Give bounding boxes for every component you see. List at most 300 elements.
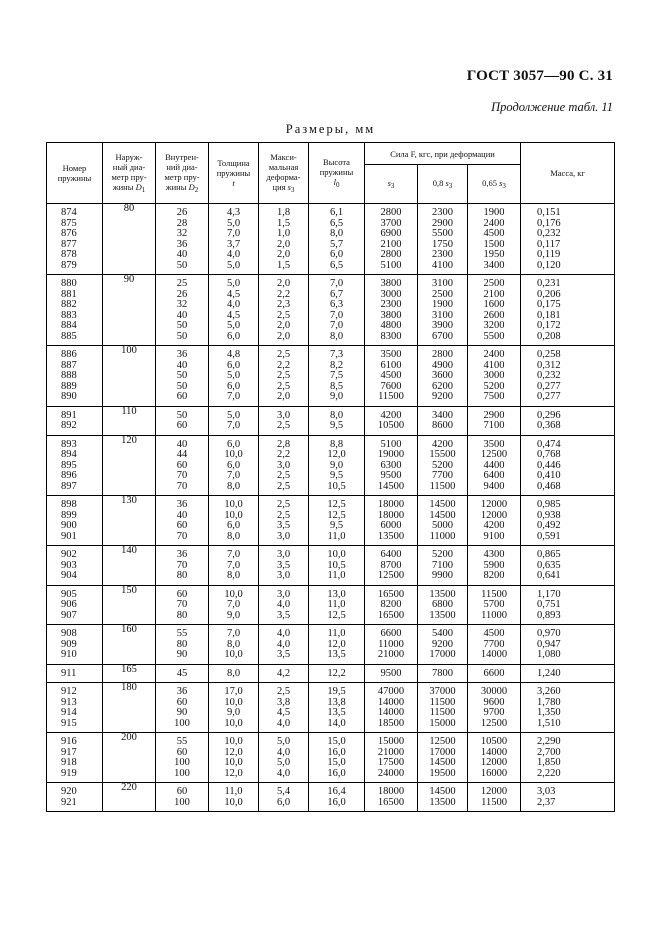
table-cell: 9500	[380, 667, 402, 679]
table-cell: 0,117	[537, 238, 561, 250]
table-cell: 16500	[377, 796, 405, 808]
table-cell: 10,5	[327, 480, 346, 492]
table-cell: 10,0	[224, 649, 243, 660]
table-cell: 6,0	[226, 330, 241, 342]
table-cell: 0,232	[537, 370, 561, 381]
table-cell: 916	[61, 736, 77, 747]
table-cell: 9,0	[226, 707, 241, 718]
table-cell: 1,8	[276, 207, 291, 218]
col-force-065s3	[468, 406, 521, 435]
col-inner-diameter-header: Внутрен- ний диа- метр пру- жины $D_2$	[156, 143, 209, 204]
col-outer-diameter	[103, 346, 156, 407]
outer-diameter-value: 165	[121, 663, 137, 675]
col-outer-diameter-header: Наруж- ный диа- метр пру- жины $D_1$	[103, 143, 156, 204]
col-outer-diameter	[103, 435, 156, 496]
table-cell: 21000	[377, 746, 405, 758]
table-caption: Размеры, мм	[285, 122, 376, 136]
col-force-065-header: 0,65 $s_3$	[468, 165, 521, 204]
table-cell: 2400	[483, 349, 505, 360]
col-inner-diameter	[156, 625, 209, 665]
col-height	[309, 683, 365, 733]
outer-diameter-value: 80	[123, 203, 135, 214]
table-cell: 10500	[480, 736, 508, 747]
table-cell: 908	[61, 628, 77, 639]
table-cell: 14,0	[327, 717, 346, 729]
table-cell: 902	[61, 549, 77, 560]
table-cell: 8,0	[226, 638, 241, 650]
table-cell: 2,0	[276, 249, 291, 260]
table-cell: 0,176	[537, 217, 561, 229]
table-cell: 4,0	[276, 767, 291, 779]
table-cell: 6,5	[329, 217, 344, 229]
table-cell: 30000	[480, 686, 508, 697]
table-cell: 17000	[429, 649, 456, 660]
table-cell: 874	[61, 207, 77, 218]
table-cell: 886	[61, 349, 77, 360]
col-mass	[521, 585, 615, 625]
table-cell: 0,231	[537, 278, 561, 289]
table-cell: 36	[176, 349, 188, 360]
table-cell: 4800	[380, 320, 402, 331]
table-cell: 2,5	[276, 349, 291, 360]
col-thickness	[209, 496, 259, 546]
table-cell: 897	[61, 480, 77, 492]
table-cell: 5100	[380, 259, 402, 271]
table-cell: 2300	[432, 249, 453, 260]
col-thickness	[209, 346, 259, 407]
table-cell: 25	[176, 278, 188, 289]
col-inner-diameter	[156, 683, 209, 733]
table-cell: 0,641	[537, 570, 561, 581]
table-cell: 0,492	[537, 520, 561, 531]
col-thickness	[209, 664, 259, 683]
table-cell: 911	[61, 667, 77, 679]
col-thickness	[209, 625, 259, 665]
table-cell: 4100	[432, 259, 453, 271]
table-row-group	[47, 733, 615, 783]
table-cell: 9,5	[329, 420, 344, 431]
table-cell: 18000	[377, 499, 405, 510]
table-cell: 880	[61, 278, 77, 289]
col-spring-number	[47, 435, 103, 496]
col-outer-diameter	[103, 406, 156, 435]
table-cell: 11000	[481, 609, 507, 621]
table-cell: 60	[176, 459, 188, 471]
table-cell: 5,0	[226, 370, 241, 381]
outer-diameter-value: 180	[121, 682, 137, 693]
col-height	[309, 406, 365, 435]
table-cell: 11000	[429, 530, 456, 542]
table-cell: 2,0	[276, 238, 291, 250]
col-force-065s3	[468, 625, 521, 665]
table-cell: 50	[176, 409, 188, 421]
table-cell: 7,0	[226, 549, 241, 560]
table-cell: 0,277	[537, 380, 561, 392]
table-cell: 12000	[480, 509, 508, 521]
col-outer-diameter	[103, 275, 156, 346]
springs-table-body	[47, 204, 615, 812]
col-force-s3	[365, 733, 418, 783]
col-force-08s3	[418, 346, 468, 407]
table-cell: 6400	[483, 470, 505, 481]
table-cell: 2900	[432, 217, 453, 229]
table-cell: 4200	[483, 520, 505, 531]
table-cell: 921	[61, 796, 77, 808]
table-cell: 3,0	[276, 549, 291, 560]
col-height	[309, 585, 365, 625]
page-header: ГОСТ 3057—90 С. 31	[466, 68, 613, 84]
table-cell: 7600	[380, 380, 402, 392]
table-cell: 4400	[483, 459, 505, 471]
table-cell: 1750	[432, 238, 453, 250]
table-cell: 80	[176, 609, 188, 621]
table-cell: 4200	[432, 438, 453, 450]
table-cell: 9400	[483, 480, 505, 492]
table-cell: 32	[176, 299, 188, 310]
table-cell: 0,296	[537, 409, 561, 421]
col-force-065s3	[468, 585, 521, 625]
table-cell: 9200	[432, 391, 453, 402]
table-cell: 6800	[432, 599, 453, 610]
table-cell: 5,0	[226, 409, 241, 421]
table-cell: 11,0	[327, 530, 346, 542]
outer-diameter-value: 110	[121, 405, 137, 417]
table-cell: 7,3	[329, 349, 344, 360]
table-cell: 100	[174, 767, 190, 779]
table-cell: 1,510	[537, 717, 561, 729]
table-cell: 1,080	[537, 649, 561, 660]
table-cell: 8600	[432, 420, 453, 431]
table-cell: 14500	[429, 509, 456, 521]
table-cell: 8,0	[226, 570, 241, 581]
table-cell: 1950	[483, 249, 505, 260]
table-cell: 10,0	[224, 717, 243, 729]
table-cell: 2,5	[276, 480, 291, 492]
col-force-s3	[365, 664, 418, 683]
table-cell: 3700	[380, 217, 402, 229]
table-cell: 12500	[480, 717, 508, 729]
table-cell: 2800	[380, 207, 402, 218]
table-cell: 4,0	[276, 638, 291, 650]
table-cell: 0,865	[537, 549, 561, 560]
table-cell: 70	[176, 470, 188, 481]
table-cell: 2,2	[276, 288, 291, 300]
table-cell: 8,0	[329, 330, 344, 342]
table-cell: 2,37	[537, 796, 556, 808]
table-cell: 12,2	[327, 667, 346, 679]
table-cell: 5,0	[226, 217, 241, 229]
table-cell: 2,5	[276, 380, 291, 392]
table-cell: 8,5	[329, 380, 344, 392]
table-cell: 16000	[480, 767, 508, 779]
table-cell: 0,893	[537, 609, 561, 621]
table-cell: 2,5	[276, 470, 291, 481]
table-cell: 5,0	[226, 278, 241, 289]
table-cell: 12500	[377, 570, 405, 581]
outer-diameter-value: 160	[121, 624, 137, 635]
table-cell: 906	[61, 599, 77, 610]
table-cell: 10,0	[224, 509, 243, 521]
table-cell: 914	[61, 707, 77, 718]
col-spring-number	[47, 664, 103, 683]
table-cell: 100	[174, 717, 190, 729]
table-cell: 32	[176, 228, 188, 239]
col-mass	[521, 625, 615, 665]
table-cell: 884	[61, 320, 77, 331]
table-cell: 4,0	[226, 299, 241, 310]
table-cell: 12000	[480, 757, 508, 768]
table-cell: 882	[61, 299, 77, 310]
table-cell: 5,4	[276, 786, 291, 797]
table-cell: 2,3	[276, 299, 291, 310]
table-cell: 10,5	[327, 559, 346, 571]
table-cell: 13500	[429, 609, 456, 621]
table-cell: 11,0	[327, 570, 346, 581]
table-cell: 1500	[483, 238, 505, 250]
table-cell: 7,0	[226, 628, 241, 639]
col-outer-diameter	[103, 204, 156, 275]
table-cell: 2,0	[276, 320, 291, 331]
table-continuation-note: Продолжение табл. 11	[491, 100, 613, 114]
col-max-deformation	[259, 275, 309, 346]
col-thickness-header: Толщина пружины t	[209, 143, 259, 204]
table-cell: 15,0	[327, 736, 346, 747]
table-cell: 3,0	[276, 409, 291, 421]
table-cell: 6,0	[226, 359, 241, 371]
table-cell: 878	[61, 249, 77, 260]
table-cell: 2,5	[276, 420, 291, 431]
table-cell: 9,0	[226, 609, 241, 621]
table-cell: 8,0	[329, 409, 344, 421]
table-cell: 2800	[380, 249, 402, 260]
table-cell: 55	[176, 628, 188, 639]
table-cell: 6600	[483, 667, 505, 679]
table-cell: 0,181	[537, 309, 561, 321]
table-cell: 4200	[380, 409, 402, 421]
table-cell: 16500	[377, 609, 405, 621]
table-cell: 9600	[483, 696, 505, 708]
col-max-deformation	[259, 546, 309, 586]
table-cell: 47000	[377, 686, 405, 697]
col-max-deformation	[259, 783, 309, 812]
table-cell: 12,0	[327, 449, 346, 460]
table-cell: 890	[61, 391, 77, 402]
col-force-s3	[365, 406, 418, 435]
table-cell: 6,0	[226, 520, 241, 531]
table-cell: 2300	[432, 207, 453, 218]
col-mass-header: Масса, кг	[521, 143, 615, 204]
table-cell: 8,0	[226, 530, 241, 542]
table-cell: 13,8	[327, 696, 346, 708]
table-cell: 16,0	[327, 796, 346, 808]
outer-diameter-value: 130	[121, 495, 137, 506]
table-cell: 5,7	[329, 238, 344, 250]
table-cell: 5500	[483, 330, 505, 342]
col-force-065s3	[468, 346, 521, 407]
col-max-deformation	[259, 435, 309, 496]
col-force-08s3	[418, 683, 468, 733]
table-cell: 3500	[380, 349, 402, 360]
table-cell: 11500	[481, 796, 507, 808]
table-cell: 40	[176, 359, 188, 371]
table-cell: 3200	[483, 320, 505, 331]
col-inner-diameter	[156, 406, 209, 435]
table-cell: 7,0	[226, 470, 241, 481]
col-mass	[521, 406, 615, 435]
table-cell: 6600	[380, 628, 402, 639]
table-cell: 60	[176, 588, 188, 600]
col-force-s3	[365, 346, 418, 407]
col-force-065s3	[468, 783, 521, 812]
col-inner-diameter	[156, 733, 209, 783]
table-cell: 9,5	[329, 470, 344, 481]
table-cell: 4,0	[276, 599, 291, 610]
col-force-s3	[365, 204, 418, 275]
col-force-s3	[365, 496, 418, 546]
table-cell: 44	[176, 449, 188, 460]
table-cell: 13500	[429, 588, 456, 600]
table-cell: 3500	[483, 438, 505, 450]
col-force-s3	[365, 546, 418, 586]
table-cell: 3900	[432, 320, 453, 331]
col-max-deformation	[259, 733, 309, 783]
table-cell: 0,277	[537, 391, 561, 402]
col-number-header: Номер пружины	[47, 143, 103, 204]
col-force-group-header: Сила F, кгс, при деформации	[365, 143, 521, 165]
table-cell: 10,0	[224, 588, 243, 600]
col-spring-number	[47, 585, 103, 625]
col-height	[309, 346, 365, 407]
table-cell: 0,206	[537, 288, 561, 300]
table-cell: 14500	[377, 480, 405, 492]
table-cell: 6,0	[226, 438, 241, 450]
table-cell: 5400	[432, 628, 453, 639]
table-cell: 17,0	[224, 686, 243, 697]
table-cell: 9200	[432, 638, 453, 650]
table-cell: 100	[174, 757, 190, 768]
table-cell: 3,0	[276, 530, 291, 542]
table-cell: 7,0	[226, 420, 241, 431]
table-cell: 13500	[377, 530, 405, 542]
table-cell: 2100	[483, 288, 505, 300]
table-cell: 7,0	[329, 278, 344, 289]
col-thickness	[209, 406, 259, 435]
table-cell: 1,170	[537, 588, 561, 600]
table-cell: 1900	[483, 207, 505, 218]
outer-diameter-value: 150	[121, 584, 137, 596]
table-cell: 10,0	[224, 736, 243, 747]
table-cell: 15,0	[327, 757, 346, 768]
table-cell: 2,5	[276, 686, 291, 697]
table-cell: 900	[61, 520, 77, 531]
table-cell: 7700	[483, 638, 505, 650]
table-row-group	[47, 496, 615, 546]
table-cell: 913	[61, 696, 77, 708]
table-cell: 887	[61, 359, 77, 371]
col-force-065s3	[468, 275, 521, 346]
col-force-065s3	[468, 496, 521, 546]
table-cell: 1,5	[276, 217, 291, 229]
table-cell: 60	[176, 696, 188, 708]
table-cell: 8200	[380, 599, 402, 610]
col-mass	[521, 683, 615, 733]
col-thickness	[209, 204, 259, 275]
table-cell: 6,1	[329, 207, 344, 218]
table-cell: 4,3	[226, 207, 241, 218]
col-outer-diameter	[103, 683, 156, 733]
outer-diameter-value: 90	[123, 274, 135, 285]
table-cell: 3,0	[276, 588, 291, 600]
table-cell: 40	[176, 309, 188, 321]
table-cell: 5900	[483, 559, 505, 571]
table-cell: 7,0	[329, 309, 344, 321]
outer-diameter-value: 120	[121, 434, 137, 446]
table-cell: 9,5	[329, 520, 344, 531]
table-cell: 5,0	[276, 757, 291, 768]
table-cell: 70	[176, 480, 188, 492]
table-cell: 881	[61, 288, 77, 300]
table-cell: 0,474	[537, 438, 561, 450]
table-cell: 7,0	[226, 559, 241, 571]
table-cell: 11500	[378, 391, 404, 402]
table-cell: 13500	[429, 796, 456, 808]
col-force-08s3	[418, 435, 468, 496]
table-cell: 907	[61, 609, 77, 621]
table-cell: 3,8	[276, 696, 291, 708]
outer-diameter-value: 220	[121, 782, 137, 793]
table-cell: 4900	[432, 359, 453, 371]
table-cell: 3100	[432, 309, 453, 321]
table-cell: 3,7	[226, 238, 241, 250]
table-cell: 10,0	[224, 757, 243, 768]
table-cell: 895	[61, 459, 77, 471]
table-cell: 70	[176, 559, 188, 571]
table-cell: 3,0	[276, 570, 291, 581]
col-max-deformation	[259, 683, 309, 733]
table-cell: 7,0	[226, 391, 241, 402]
table-cell: 11500	[429, 696, 456, 708]
table-cell: 889	[61, 380, 77, 392]
table-cell: 2,290	[537, 736, 561, 747]
table-cell: 36	[176, 686, 188, 697]
col-outer-diameter	[103, 783, 156, 812]
table-cell: 19500	[429, 767, 456, 779]
table-cell: 14500	[429, 499, 456, 510]
table-cell: 70	[176, 599, 188, 610]
table-cell: 0,768	[537, 449, 561, 460]
table-cell: 50	[176, 370, 188, 381]
table-cell: 2100	[380, 238, 402, 250]
table-cell: 19,5	[327, 686, 346, 697]
col-force-08s3	[418, 204, 468, 275]
table-cell: 5500	[432, 228, 453, 239]
table-cell: 2,2	[276, 359, 291, 371]
table-cell: 14500	[429, 786, 456, 797]
table-cell: 90	[176, 707, 188, 718]
col-height	[309, 664, 365, 683]
table-cell: 888	[61, 370, 77, 381]
table-cell: 6200	[432, 380, 453, 392]
table-cell: 4,0	[276, 628, 291, 639]
col-outer-diameter	[103, 546, 156, 586]
table-cell: 0,120	[537, 259, 561, 271]
col-height	[309, 275, 365, 346]
table-cell: 1,350	[537, 707, 561, 718]
table-row-group	[47, 783, 615, 812]
table-cell: 15500	[429, 449, 456, 460]
table-cell: 6,0	[226, 459, 241, 471]
table-cell: 918	[61, 757, 77, 768]
